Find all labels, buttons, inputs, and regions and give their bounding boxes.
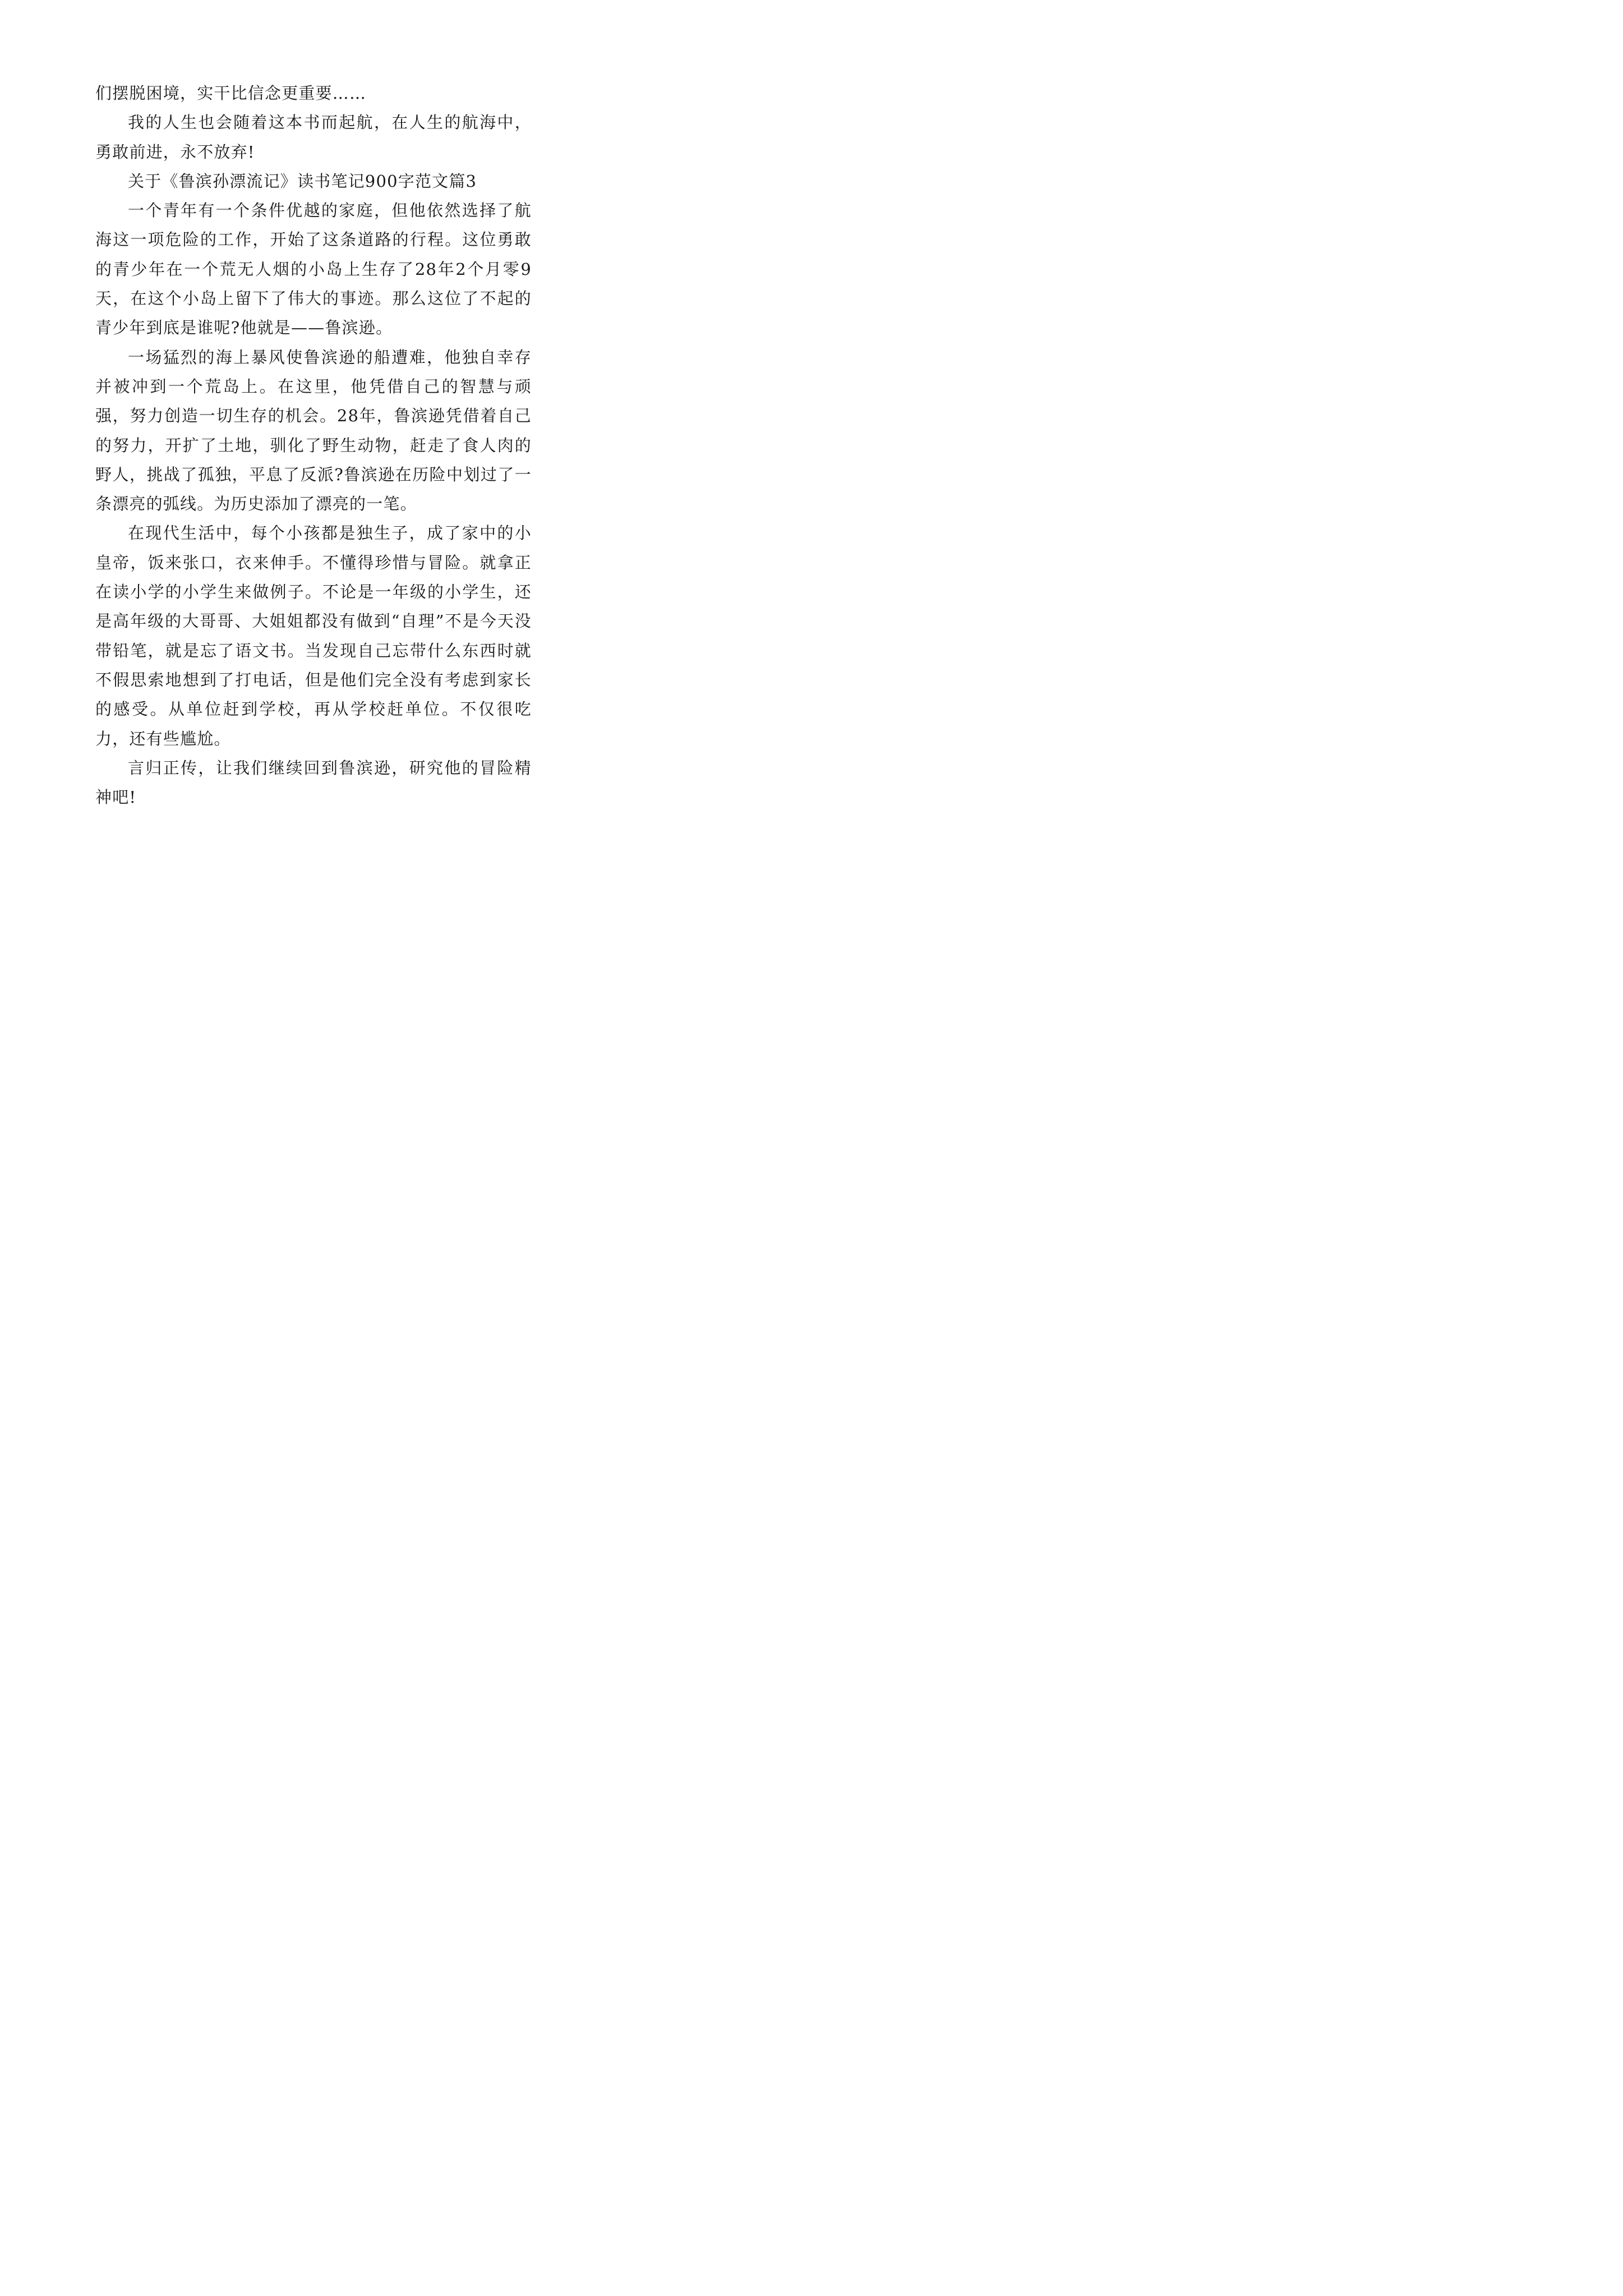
paragraph: 言归正传，让我们继续回到鲁滨逊，研究他的冒险精神吧! [95, 758, 532, 807]
paragraph-continuation: 们摆脱困境，实干比信念更重要…… [95, 84, 367, 103]
paragraph: 一场猛烈的海上暴风使鲁滨逊的船遭难，他独自幸存并被冲到一个荒岛上。在这里，他凭借自己的智慧与顽强，努力创造一切生存的机会。28年，鲁滨逊凭借着自己的努力，开扩了土地，驯化了野生动物，赶走了食人肉的野人，挑战了孤独，平息了反派?鲁滨逊在历险中划过了一条漂亮的弧线。为历史添加了漂亮的一笔。 [95, 347, 532, 514]
document-page [0, 0, 617, 873]
paragraph: 一个青年有一个条件优越的家庭，但他依然选择了航海这一项危险的工作，开始了这条道路的行程。这位勇敢的青少年在一个荒无人烟的小岛上生存了28年2个月零9天，在这个小岛上留下了伟大的事迹。那么这位了不起的青少年到底是谁呢?他就是——鲁滨逊。 [95, 201, 532, 338]
paragraph: 在现代生活中，每个小孩都是独生子，成了家中的小皇帝，饭来张口，衣来伸手。不懂得珍惜与冒险。就拿正在读小学的小学生来做例子。不论是一年级的小学生，还是高年级的大哥哥、大姐姐都没有做到“自理”不是今天没带铅笔，就是忘了语文书。当发现自己忘带什么东西时就不假思索地想到了打电话，但是他们完全没有考虑到家长的感受。从单位赶到学校，再从学校赶单位。不仅很吃力，还有些尴尬。 [95, 523, 532, 748]
document-body [95, 79, 532, 812]
paragraph: 我的人生也会随着这本书而起航，在人生的航海中，勇敢前进，永不放弃! [95, 113, 532, 162]
section-heading: 关于《鲁滨孙漂流记》读书笔记900字范文篇3 [128, 171, 477, 191]
